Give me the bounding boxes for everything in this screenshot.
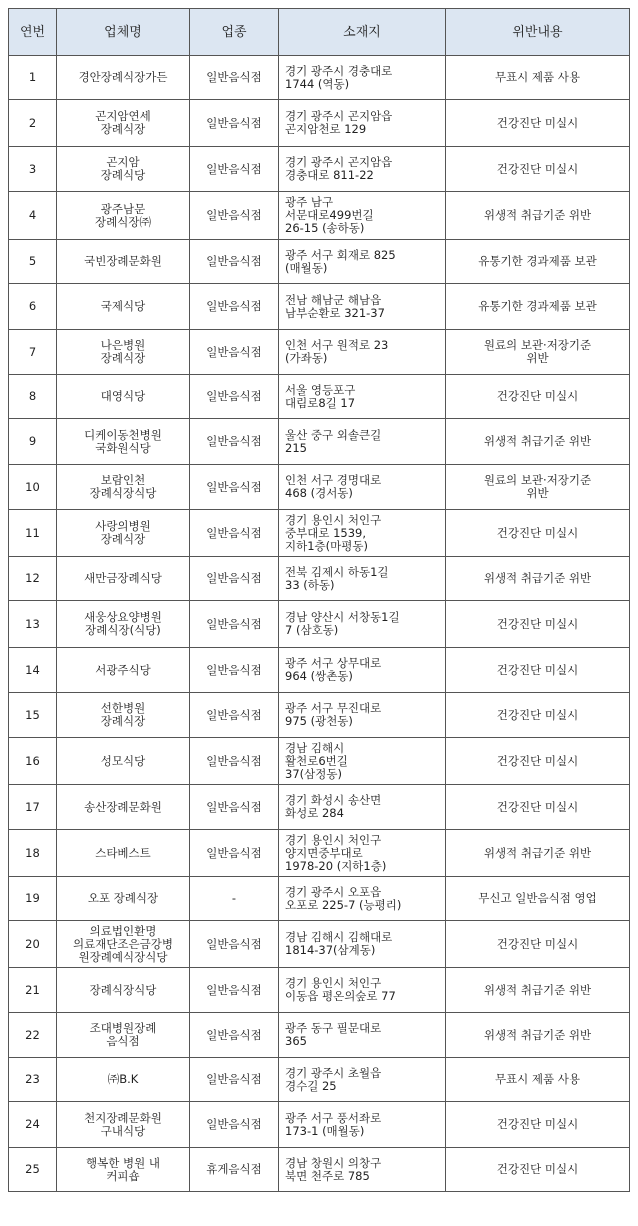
business-name-cell: 보람인천 장례식장식당 bbox=[57, 465, 190, 510]
business-name-cell: 조대병원장례 음식점 bbox=[57, 1013, 190, 1058]
row-number-cell: 22 bbox=[9, 1013, 57, 1058]
table-row bbox=[9, 738, 630, 785]
business-name-cell: 대영식당 bbox=[57, 375, 190, 419]
row-number-cell: 3 bbox=[9, 147, 57, 192]
table-row bbox=[9, 147, 630, 192]
row-number-cell: 7 bbox=[9, 330, 57, 375]
business-name-cell: 경안장례식장가든 bbox=[57, 56, 190, 100]
business-type-cell: 일반음식점 bbox=[190, 192, 279, 240]
table-row bbox=[9, 1013, 630, 1058]
business-type-cell: 일반음식점 bbox=[190, 510, 279, 557]
business-name-cell: 성모식당 bbox=[57, 738, 190, 785]
business-name-cell: 국제식당 bbox=[57, 284, 190, 330]
violation-cell: 무표시 제품 사용 bbox=[446, 56, 630, 100]
business-name-cell: 국빈장례문화원 bbox=[57, 240, 190, 284]
address-cell: 경기 광주시 경충대로 1744 (역동) bbox=[279, 56, 446, 100]
business-type-cell: 일반음식점 bbox=[190, 557, 279, 601]
violation-cell: 건강진단 미실시 bbox=[446, 738, 630, 785]
address-cell: 전북 김제시 하동1길 33 (하동) bbox=[279, 557, 446, 601]
business-name-cell: 새웅상요양병원 장례식장(식당) bbox=[57, 601, 190, 648]
business-name-cell: 사랑의병원 장례식장 bbox=[57, 510, 190, 557]
row-number-cell: 19 bbox=[9, 877, 57, 921]
row-number-cell: 5 bbox=[9, 240, 57, 284]
business-name-cell: 천지장례문화원 구내식당 bbox=[57, 1102, 190, 1148]
table-row bbox=[9, 375, 630, 419]
header-row bbox=[9, 9, 630, 56]
address-cell: 인천 서구 경명대로 468 (경서동) bbox=[279, 465, 446, 510]
violation-cell: 위생적 취급기준 위반 bbox=[446, 968, 630, 1013]
row-number-cell: 24 bbox=[9, 1102, 57, 1148]
table-row bbox=[9, 419, 630, 465]
business-type-cell: 일반음식점 bbox=[190, 330, 279, 375]
address-cell: 경기 광주시 오포읍 오포로 225-7 (능평리) bbox=[279, 877, 446, 921]
violation-cell: 위생적 취급기준 위반 bbox=[446, 557, 630, 601]
address-cell: 광주 남구 서문대로499번길 26-15 (송하동) bbox=[279, 192, 446, 240]
address-cell: 경기 용인시 처인구 이동읍 평온의숲로 77 bbox=[279, 968, 446, 1013]
violation-cell: 원료의 보관·저장기준 위반 bbox=[446, 330, 630, 375]
violation-cell: 위생적 취급기준 위반 bbox=[446, 830, 630, 877]
table-row bbox=[9, 1148, 630, 1192]
row-number-cell: 1 bbox=[9, 56, 57, 100]
business-type-cell: 일반음식점 bbox=[190, 240, 279, 284]
address-cell: 인천 서구 원적로 23 (가좌동) bbox=[279, 330, 446, 375]
business-name-cell: 광주남문 장례식장㈜ bbox=[57, 192, 190, 240]
violation-cell: 위생적 취급기준 위반 bbox=[446, 419, 630, 465]
table-row bbox=[9, 330, 630, 375]
business-name-cell: 의료법인환명 의료재단조은금강병 원장례예식장식당 bbox=[57, 921, 190, 968]
table-row bbox=[9, 100, 630, 147]
business-name-cell: 송산장례문화원 bbox=[57, 785, 190, 830]
row-number-cell: 17 bbox=[9, 785, 57, 830]
violation-cell: 건강진단 미실시 bbox=[446, 1102, 630, 1148]
business-name-cell: 선한병원 장례식장 bbox=[57, 693, 190, 738]
row-number-cell: 13 bbox=[9, 601, 57, 648]
business-name-cell: 디케이동천병원 국화원식당 bbox=[57, 419, 190, 465]
table-row bbox=[9, 1102, 630, 1148]
business-type-cell: 일반음식점 bbox=[190, 693, 279, 738]
address-cell: 경남 김해시 김해대로 1814-37(삼계동) bbox=[279, 921, 446, 968]
address-cell: 경기 화성시 송산면 화성로 284 bbox=[279, 785, 446, 830]
row-number-cell: 23 bbox=[9, 1058, 57, 1102]
row-number-cell: 12 bbox=[9, 557, 57, 601]
business-type-cell: 휴게음식점 bbox=[190, 1148, 279, 1192]
table-row bbox=[9, 601, 630, 648]
address-cell: 경기 용인시 처인구 중부대로 1539, 지하1층(마평동) bbox=[279, 510, 446, 557]
violation-cell: 건강진단 미실시 bbox=[446, 147, 630, 192]
business-type-cell: 일반음식점 bbox=[190, 375, 279, 419]
business-type-cell: 일반음식점 bbox=[190, 465, 279, 510]
row-number-cell: 21 bbox=[9, 968, 57, 1013]
violation-cell: 유통기한 경과제품 보관 bbox=[446, 284, 630, 330]
row-number-cell: 20 bbox=[9, 921, 57, 968]
address-cell: 광주 서구 회재로 825 (매월동) bbox=[279, 240, 446, 284]
row-number-cell: 11 bbox=[9, 510, 57, 557]
table-row bbox=[9, 693, 630, 738]
business-type-cell: 일반음식점 bbox=[190, 1058, 279, 1102]
business-name-cell: 곤지암연세 장례식장 bbox=[57, 100, 190, 147]
violations-table bbox=[8, 8, 630, 1192]
header-business-type: 업종 bbox=[190, 9, 279, 56]
address-cell: 광주 서구 무진대로 975 (광천동) bbox=[279, 693, 446, 738]
violation-cell: 건강진단 미실시 bbox=[446, 100, 630, 147]
business-name-cell: ㈜B.K bbox=[57, 1058, 190, 1102]
table-row bbox=[9, 648, 630, 693]
row-number-cell: 10 bbox=[9, 465, 57, 510]
table-row bbox=[9, 56, 630, 100]
header-no: 연번 bbox=[9, 9, 57, 56]
business-type-cell: 일반음식점 bbox=[190, 968, 279, 1013]
address-cell: 경기 용인시 처인구 양지면중부대로 1978-20 (지하1층) bbox=[279, 830, 446, 877]
business-type-cell: 일반음식점 bbox=[190, 419, 279, 465]
business-type-cell: 일반음식점 bbox=[190, 738, 279, 785]
row-number-cell: 16 bbox=[9, 738, 57, 785]
business-name-cell: 곤지암 장례식당 bbox=[57, 147, 190, 192]
business-name-cell: 행복한 병원 내 커피숍 bbox=[57, 1148, 190, 1192]
violation-cell: 건강진단 미실시 bbox=[446, 693, 630, 738]
violation-cell: 유통기한 경과제품 보관 bbox=[446, 240, 630, 284]
business-type-cell: 일반음식점 bbox=[190, 284, 279, 330]
violation-cell: 건강진단 미실시 bbox=[446, 375, 630, 419]
business-type-cell: 일반음식점 bbox=[190, 56, 279, 100]
row-number-cell: 4 bbox=[9, 192, 57, 240]
row-number-cell: 9 bbox=[9, 419, 57, 465]
violation-cell: 건강진단 미실시 bbox=[446, 601, 630, 648]
address-cell: 울산 중구 외솔큰길 215 bbox=[279, 419, 446, 465]
row-number-cell: 2 bbox=[9, 100, 57, 147]
row-number-cell: 25 bbox=[9, 1148, 57, 1192]
table-row bbox=[9, 284, 630, 330]
business-name-cell: 서광주식당 bbox=[57, 648, 190, 693]
address-cell: 광주 서구 풍서좌로 173-1 (매월동) bbox=[279, 1102, 446, 1148]
header-business-name: 업체명 bbox=[57, 9, 190, 56]
business-name-cell: 나은병원 장례식장 bbox=[57, 330, 190, 375]
row-number-cell: 18 bbox=[9, 830, 57, 877]
violation-cell: 건강진단 미실시 bbox=[446, 785, 630, 830]
business-type-cell: 일반음식점 bbox=[190, 1102, 279, 1148]
business-type-cell: 일반음식점 bbox=[190, 147, 279, 192]
address-cell: 경기 광주시 곤지암읍 곤지암천로 129 bbox=[279, 100, 446, 147]
address-cell: 경남 창원시 의창구 북면 천주로 785 bbox=[279, 1148, 446, 1192]
table-row bbox=[9, 240, 630, 284]
table-row bbox=[9, 877, 630, 921]
address-cell: 전남 해남군 해남읍 남부순환로 321-37 bbox=[279, 284, 446, 330]
address-cell: 경남 김해시 활천로6번길 37(삼정동) bbox=[279, 738, 446, 785]
violation-cell: 무신고 일반음식점 영업 bbox=[446, 877, 630, 921]
business-type-cell: 일반음식점 bbox=[190, 921, 279, 968]
header-violation: 위반내용 bbox=[446, 9, 630, 56]
table-row bbox=[9, 465, 630, 510]
business-type-cell: 일반음식점 bbox=[190, 601, 279, 648]
violation-cell: 건강진단 미실시 bbox=[446, 510, 630, 557]
row-number-cell: 6 bbox=[9, 284, 57, 330]
address-cell: 경기 광주시 곤지암읍 경충대로 811-22 bbox=[279, 147, 446, 192]
business-name-cell: 오포 장례식장 bbox=[57, 877, 190, 921]
violation-cell: 무표시 제품 사용 bbox=[446, 1058, 630, 1102]
violation-cell: 건강진단 미실시 bbox=[446, 648, 630, 693]
violation-cell: 위생적 취급기준 위반 bbox=[446, 1013, 630, 1058]
table-row bbox=[9, 1058, 630, 1102]
table-row bbox=[9, 830, 630, 877]
business-type-cell: 일반음식점 bbox=[190, 830, 279, 877]
address-cell: 광주 서구 상무대로 964 (쌍촌동) bbox=[279, 648, 446, 693]
table-body bbox=[9, 56, 630, 1192]
table-row bbox=[9, 968, 630, 1013]
table-row bbox=[9, 785, 630, 830]
address-cell: 경남 양산시 서창동1길 7 (삼호동) bbox=[279, 601, 446, 648]
business-type-cell: - bbox=[190, 877, 279, 921]
row-number-cell: 15 bbox=[9, 693, 57, 738]
row-number-cell: 14 bbox=[9, 648, 57, 693]
business-type-cell: 일반음식점 bbox=[190, 785, 279, 830]
violation-cell: 원료의 보관·저장기준 위반 bbox=[446, 465, 630, 510]
business-type-cell: 일반음식점 bbox=[190, 1013, 279, 1058]
table-row bbox=[9, 192, 630, 240]
violation-cell: 건강진단 미실시 bbox=[446, 1148, 630, 1192]
business-name-cell: 장례식장식당 bbox=[57, 968, 190, 1013]
business-type-cell: 일반음식점 bbox=[190, 648, 279, 693]
business-name-cell: 스타베스트 bbox=[57, 830, 190, 877]
header-address: 소재지 bbox=[279, 9, 446, 56]
address-cell: 경기 광주시 초월읍 경수길 25 bbox=[279, 1058, 446, 1102]
violation-cell: 위생적 취급기준 위반 bbox=[446, 192, 630, 240]
address-cell: 광주 동구 필문대로 365 bbox=[279, 1013, 446, 1058]
violation-cell: 건강진단 미실시 bbox=[446, 921, 630, 968]
business-name-cell: 새만금장례식당 bbox=[57, 557, 190, 601]
business-type-cell: 일반음식점 bbox=[190, 100, 279, 147]
table-row bbox=[9, 921, 630, 968]
table-row bbox=[9, 557, 630, 601]
table-row bbox=[9, 510, 630, 557]
row-number-cell: 8 bbox=[9, 375, 57, 419]
address-cell: 서울 영등포구 대림로8길 17 bbox=[279, 375, 446, 419]
